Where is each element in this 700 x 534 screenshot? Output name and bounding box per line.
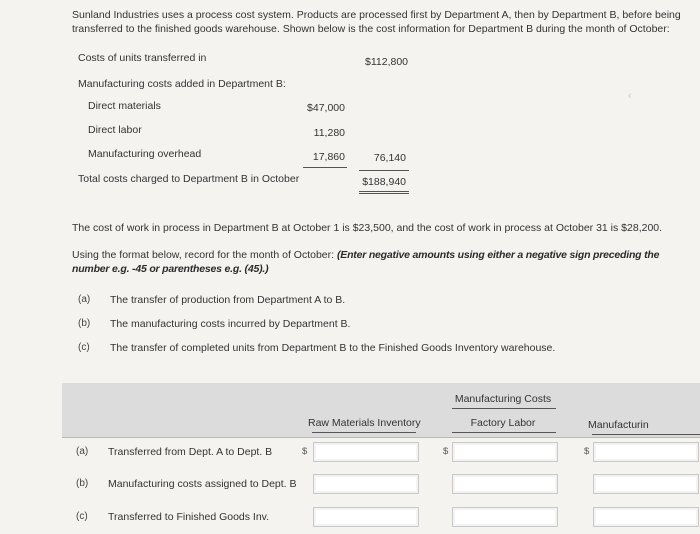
task-text: The transfer of completed units from Department B to the Finished Goods Inventory warehouse. [110, 342, 556, 354]
col-raw-materials-underline [312, 432, 416, 433]
currency-symbol: $ [443, 446, 449, 457]
instruction-text [72, 248, 662, 276]
overhead-value: 17,860 [312, 151, 345, 163]
direct-labor-value: 11,280 [313, 127, 345, 139]
instruction-lead: Using the format below, record for the month of October: [72, 249, 337, 261]
col-manufacturing-underline [592, 434, 700, 435]
row-letter: (a) [76, 446, 89, 457]
total-costs-label: Total costs charged to Department B in October [78, 173, 300, 185]
added-total-value: 76,140 [373, 152, 406, 164]
grid-header-divider [62, 437, 700, 438]
manufacturing-costs-group-header: Manufacturing Costs [454, 393, 552, 405]
factory-labor-input-b[interactable] [452, 474, 558, 494]
overhead-label: Manufacturing overhead [88, 148, 202, 160]
currency-symbol: $ [584, 446, 590, 457]
total-costs-value: $188,940 [362, 176, 406, 188]
group-header-underline [452, 408, 556, 409]
row-label: Transferred from Dept. A to Dept. B [108, 446, 273, 458]
instruction-emphasis: (Enter negative amounts using either a negative sign preceding the number e.g. -45 or parentheses e.g. (45).) [72, 249, 660, 275]
total-double-underline-2 [359, 193, 409, 194]
factory-labor-input-a[interactable] [452, 442, 558, 462]
raw-materials-input-c[interactable] [313, 507, 419, 527]
row-letter: (c) [76, 511, 88, 522]
col-factory-labor-header: Factory Labor [470, 417, 536, 429]
raw-materials-input-b[interactable] [313, 474, 419, 494]
direct-materials-label: Direct materials [88, 100, 161, 112]
col-raw-materials-header: Raw Materials Inventory [308, 417, 421, 429]
task-letter: (c) [78, 342, 90, 353]
transferred-in-label: Costs of units transferred in [78, 52, 207, 64]
direct-materials-value: $47,000 [307, 102, 345, 114]
raw-materials-input-a[interactable] [313, 442, 419, 462]
manufacturing-input-b[interactable] [593, 474, 699, 494]
wip-note: The cost of work in process in Department B at October 1 is $23,500, and the cost of work in process at October 31 is $28,200. [72, 222, 663, 234]
task-text: The manufacturing costs incurred by Department B. [110, 318, 351, 330]
manufacturing-input-a[interactable] [593, 442, 699, 462]
row-label: Manufacturing costs assigned to Dept. B [108, 478, 297, 490]
col-factory-labor-underline [452, 432, 556, 433]
currency-symbol: $ [302, 446, 308, 457]
faint-chevron-icon: ‹ [628, 90, 632, 102]
total-double-underline-1 [359, 191, 409, 192]
manufacturing-input-c[interactable] [593, 507, 699, 527]
row-letter: (b) [76, 478, 89, 489]
task-letter: (a) [78, 294, 91, 305]
total-overline [359, 170, 409, 171]
transferred-in-value: $112,800 [364, 56, 408, 68]
row-label: Transferred to Finished Goods Inv. [108, 511, 270, 523]
col-manufacturing-header: Manufacturin [588, 419, 649, 431]
subtotal-underline [303, 167, 347, 168]
task-letter: (b) [78, 318, 91, 329]
direct-labor-label: Direct labor [88, 124, 142, 136]
added-costs-label: Manufacturing costs added in Department B: [78, 78, 286, 90]
factory-labor-input-c[interactable] [452, 507, 558, 527]
task-text: The transfer of production from Department A to B. [110, 294, 346, 306]
intro-text: Sunland Industries uses a process cost system. Products are processed first by Department A, then by Department B, before being transferred to the finished goods warehouse. Shown below is the cost information for Department B during the month of October: [72, 9, 681, 35]
